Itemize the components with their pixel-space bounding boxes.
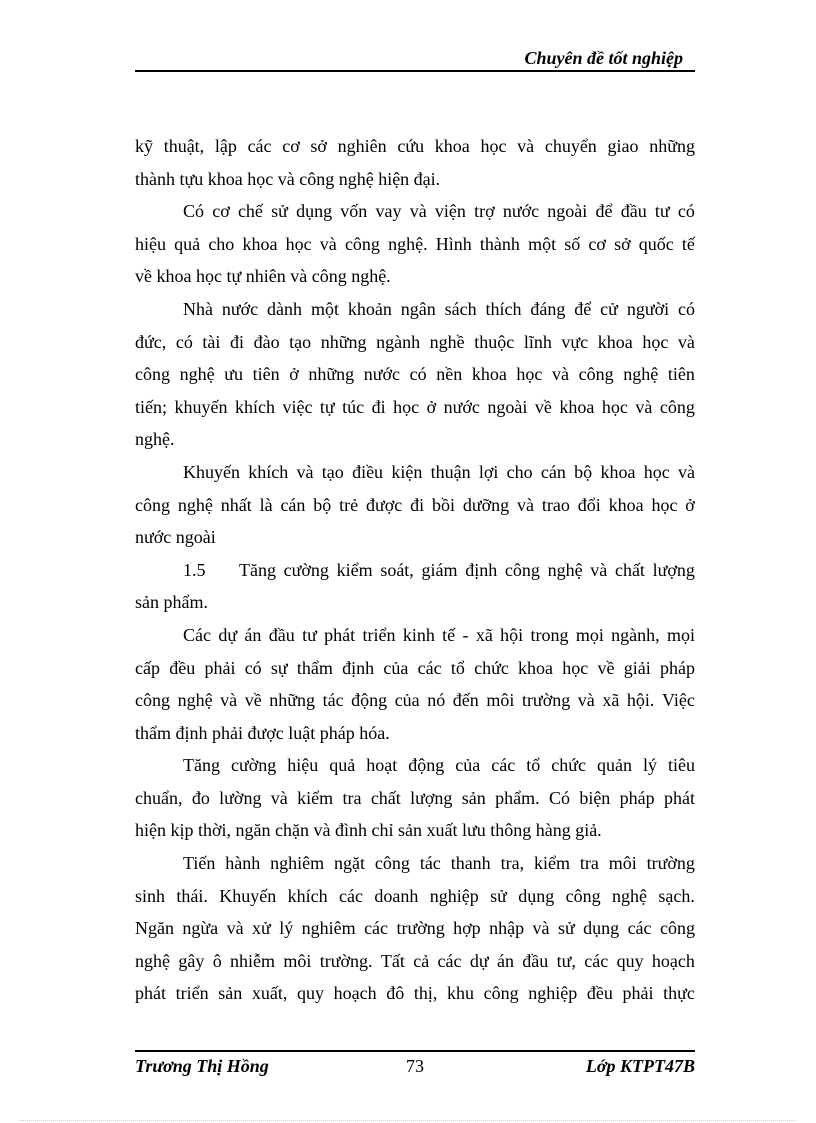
footer-author: Trương Thị Hồng [135, 1056, 269, 1076]
text-line: sản phẩm. [135, 592, 208, 613]
text-line: hiệu quả cho khoa học và công nghệ. Hình thành một số cơ sở quốc tế [135, 233, 695, 254]
page-edge-divider [20, 1120, 796, 1121]
text-line: về khoa học tự nhiên và công nghệ. [135, 266, 391, 287]
text-line: đức, có tài đi đào tạo những ngành nghề thuộc lĩnh vực khoa học và [135, 331, 695, 352]
section-number: 1.5 [183, 559, 206, 580]
page-header [135, 46, 695, 72]
page-number: 73 [406, 1056, 424, 1076]
text-line: Tăng cường hiệu quả hoạt động của các tổ chức quản lý tiêu [183, 755, 695, 776]
page-footer [135, 1050, 695, 1082]
text-line: nghệ. [135, 429, 175, 450]
text-line: tiến; khuyến khích việc tự túc đi học ở nước ngoài về khoa học và công [135, 396, 695, 417]
text-line: Tiến hành nghiêm ngặt công tác thanh tra, kiểm tra môi trường [183, 853, 695, 874]
text-line: phát triển sản xuất, quy hoạch đô thị, khu công nghiệp đều phải thực [135, 983, 695, 1004]
text-line: Ngăn ngừa và xử lý nghiêm các trường hợp nhập và sử dụng các công [135, 918, 695, 939]
text-line: Có cơ chế sử dụng vốn vay và viện trợ nước ngoài để đầu tư có [183, 201, 695, 222]
section-title: Tăng cường kiểm soát, giám định công nghệ và chất lượng [239, 559, 695, 580]
text-line: công nghệ nhất là cán bộ trẻ được đi bồi dưỡng và trao đổi khoa học ở [135, 494, 695, 515]
document-body [135, 130, 695, 1010]
section-heading [135, 554, 695, 587]
text-line: sinh thái. Khuyến khích các doanh nghiệp sử dụng công nghệ sạch. [135, 885, 695, 906]
text-line: Các dự án đầu tư phát triển kinh tế - xã hội trong mọi ngành, mọi [183, 624, 695, 645]
text-line: công nghệ ưu tiên ở những nước có nền khoa học và công nghệ tiên [135, 364, 695, 385]
text-line: thành tựu khoa học và công nghệ hiện đại. [135, 168, 441, 189]
text-line: hiện kịp thời, ngăn chặn và đình chỉ sản xuất lưu thông hàng giả. [135, 820, 602, 841]
text-line: thẩm định phải được luật pháp hóa. [135, 722, 390, 743]
text-line: Khuyến khích và tạo điều kiện thuận lợi cho cán bộ khoa học và [183, 461, 695, 482]
text-line: chuẩn, đo lường và kiểm tra chất lượng sản phẩm. Có biện pháp phát [135, 787, 695, 808]
footer-class: Lớp KTPT47B [585, 1056, 695, 1076]
text-line: nước ngoài [135, 527, 216, 548]
text-line: kỹ thuật, lập các cơ sở nghiên cứu khoa học và chuyển giao những [135, 136, 695, 156]
text-block-1 [135, 130, 695, 554]
text-line: Nhà nước dành một khoản ngân sách thích đáng để cử người có [183, 298, 695, 319]
text-line: nghệ gây ô nhiễm môi trường. Tất cả các dự án đầu tư, các quy hoạch [135, 950, 695, 971]
text-block-2 [135, 586, 695, 1010]
text-line: cấp đều phải có sự thẩm định của các tổ chức khoa học về giải pháp [135, 657, 695, 678]
document-title: Chuyên đề tốt nghiệp [524, 48, 683, 68]
text-line: công nghệ và về những tác động của nó đến môi trường và xã hội. Việc [135, 690, 695, 711]
